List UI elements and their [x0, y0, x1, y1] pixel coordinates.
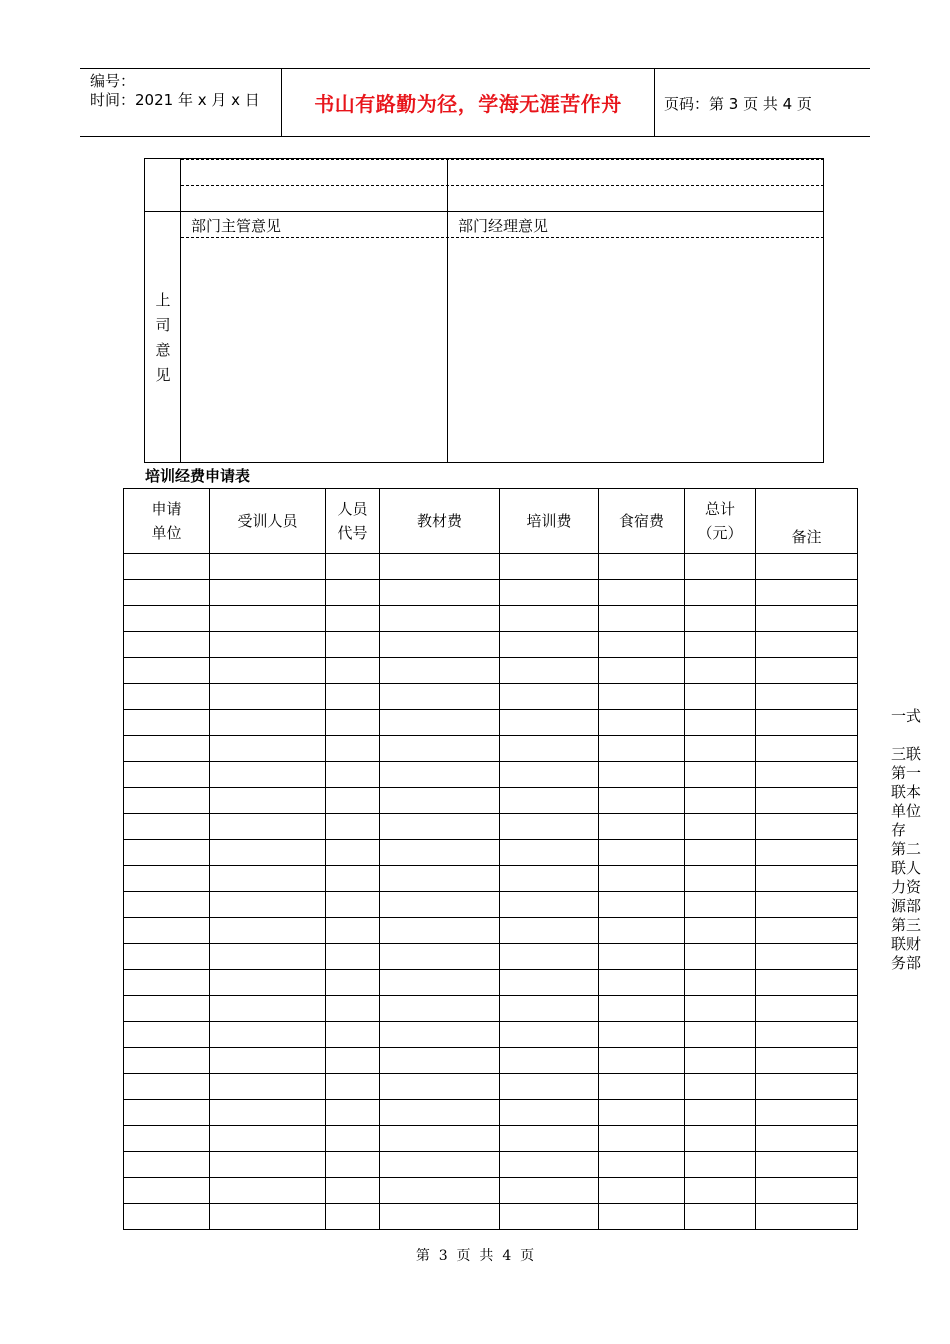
- table-cell[interactable]: [599, 944, 685, 970]
- col-header-trainee: 受训人员: [210, 489, 326, 554]
- side-note-line: 第三: [891, 916, 922, 934]
- table-cell[interactable]: [326, 580, 380, 606]
- table-row: [124, 944, 858, 970]
- table-cell[interactable]: [756, 1100, 858, 1126]
- table-cell[interactable]: [326, 1178, 380, 1204]
- table-cell[interactable]: [500, 632, 599, 658]
- table-cell[interactable]: [380, 710, 500, 736]
- header-page-indicator: 页码：第 3 页 共 4 页: [664, 95, 812, 113]
- supervisor-opinion-label: 部门主管意见: [191, 217, 282, 235]
- table-cell[interactable]: [210, 1048, 326, 1074]
- table-cell[interactable]: [380, 1204, 500, 1230]
- table-cell[interactable]: [326, 762, 380, 788]
- table-row: [124, 606, 858, 632]
- col-header-remarks: 备注: [756, 489, 858, 554]
- table-row: [124, 996, 858, 1022]
- table-row: [124, 1126, 858, 1152]
- table-cell[interactable]: [210, 866, 326, 892]
- table-cell[interactable]: [210, 580, 326, 606]
- table-cell[interactable]: [124, 580, 210, 606]
- table-cell[interactable]: [124, 970, 210, 996]
- table-cell[interactable]: [380, 970, 500, 996]
- table-cell[interactable]: [124, 944, 210, 970]
- table-cell[interactable]: [210, 970, 326, 996]
- table-cell[interactable]: [124, 1178, 210, 1204]
- box-top-dashed-rule: [181, 159, 824, 160]
- table-cell[interactable]: [124, 554, 210, 580]
- table-row: [124, 1022, 858, 1048]
- table-cell[interactable]: [326, 554, 380, 580]
- table-cell[interactable]: [500, 814, 599, 840]
- table-cell[interactable]: [124, 1204, 210, 1230]
- table-cell[interactable]: [685, 1152, 756, 1178]
- table-cell[interactable]: [124, 762, 210, 788]
- box-middle-divider: [447, 159, 448, 462]
- superior-opinion-vertical-label: [145, 288, 181, 388]
- table-cell[interactable]: [599, 840, 685, 866]
- table-cell[interactable]: [500, 1100, 599, 1126]
- table-cell[interactable]: [756, 710, 858, 736]
- table-cell[interactable]: [685, 1048, 756, 1074]
- table-cell[interactable]: [756, 554, 858, 580]
- table-row: [124, 1074, 858, 1100]
- table-row: [124, 1178, 858, 1204]
- table-cell[interactable]: [326, 866, 380, 892]
- fee-table-title: 培训经费申请表: [145, 467, 251, 485]
- table-row: [124, 866, 858, 892]
- table-cell[interactable]: [326, 840, 380, 866]
- table-cell[interactable]: [756, 580, 858, 606]
- table-cell[interactable]: [380, 1048, 500, 1074]
- table-cell[interactable]: [599, 1074, 685, 1100]
- table-cell[interactable]: [326, 1048, 380, 1074]
- table-cell[interactable]: [210, 1022, 326, 1048]
- table-cell[interactable]: [380, 866, 500, 892]
- table-cell[interactable]: [685, 788, 756, 814]
- table-cell[interactable]: [124, 1100, 210, 1126]
- table-row: [124, 840, 858, 866]
- table-cell[interactable]: [685, 918, 756, 944]
- table-cell[interactable]: [599, 1204, 685, 1230]
- table-cell[interactable]: [599, 606, 685, 632]
- table-row: [124, 1204, 858, 1230]
- table-cell[interactable]: [685, 1022, 756, 1048]
- table-cell[interactable]: [326, 710, 380, 736]
- table-cell[interactable]: [500, 1152, 599, 1178]
- table-cell[interactable]: [756, 1178, 858, 1204]
- table-cell[interactable]: [685, 814, 756, 840]
- table-cell[interactable]: [326, 1152, 380, 1178]
- table-cell[interactable]: [380, 606, 500, 632]
- table-cell[interactable]: [500, 866, 599, 892]
- table-cell[interactable]: [210, 1074, 326, 1100]
- table-cell[interactable]: [380, 736, 500, 762]
- vertical-char: 司: [155, 316, 171, 334]
- manager-opinion-label: 部门经理意见: [458, 217, 549, 235]
- table-cell[interactable]: [685, 1178, 756, 1204]
- table-cell[interactable]: [210, 684, 326, 710]
- table-cell[interactable]: [756, 814, 858, 840]
- table-cell[interactable]: [326, 632, 380, 658]
- table-cell[interactable]: [380, 684, 500, 710]
- table-cell[interactable]: [756, 996, 858, 1022]
- table-cell[interactable]: [756, 1074, 858, 1100]
- table-cell[interactable]: [756, 788, 858, 814]
- side-note-line: 第二: [891, 840, 922, 858]
- table-cell[interactable]: [500, 1074, 599, 1100]
- table-cell[interactable]: [380, 554, 500, 580]
- table-cell[interactable]: [124, 1074, 210, 1100]
- table-cell[interactable]: [685, 944, 756, 970]
- table-cell[interactable]: [380, 840, 500, 866]
- table-cell[interactable]: [599, 736, 685, 762]
- table-cell[interactable]: [756, 1048, 858, 1074]
- table-cell[interactable]: [685, 736, 756, 762]
- table-cell[interactable]: [210, 1152, 326, 1178]
- table-cell[interactable]: [756, 970, 858, 996]
- table-cell[interactable]: [326, 606, 380, 632]
- table-cell[interactable]: [500, 684, 599, 710]
- table-cell[interactable]: [500, 606, 599, 632]
- table-cell[interactable]: [500, 996, 599, 1022]
- table-cell[interactable]: [326, 736, 380, 762]
- table-cell[interactable]: [599, 970, 685, 996]
- table-cell[interactable]: [756, 762, 858, 788]
- side-note-line: 联本: [891, 783, 922, 801]
- table-cell[interactable]: [124, 658, 210, 684]
- table-cell[interactable]: [124, 892, 210, 918]
- table-row: [124, 788, 858, 814]
- box-row-dashed-rule: [181, 185, 824, 186]
- table-cell[interactable]: [326, 684, 380, 710]
- table-cell[interactable]: [500, 1126, 599, 1152]
- table-cell[interactable]: [756, 840, 858, 866]
- table-row: [124, 684, 858, 710]
- table-cell[interactable]: [599, 658, 685, 684]
- table-row: [124, 1100, 858, 1126]
- table-cell[interactable]: [124, 996, 210, 1022]
- table-cell[interactable]: [685, 606, 756, 632]
- table-cell[interactable]: [685, 554, 756, 580]
- table-cell[interactable]: [599, 814, 685, 840]
- table-cell[interactable]: [380, 580, 500, 606]
- table-cell[interactable]: [326, 1022, 380, 1048]
- table-cell[interactable]: [326, 1100, 380, 1126]
- table-cell[interactable]: [124, 1048, 210, 1074]
- table-row: [124, 658, 858, 684]
- table-cell[interactable]: [756, 658, 858, 684]
- table-cell[interactable]: [500, 658, 599, 684]
- side-note-line: 力资: [891, 878, 922, 896]
- table-cell[interactable]: [500, 788, 599, 814]
- table-cell[interactable]: [326, 944, 380, 970]
- table-cell[interactable]: [599, 580, 685, 606]
- fee-table-header-row: [124, 489, 858, 554]
- table-cell[interactable]: [685, 658, 756, 684]
- box-section-rule: [145, 211, 824, 212]
- box-label-dashed-rule: [181, 237, 824, 238]
- table-cell[interactable]: [599, 1152, 685, 1178]
- table-cell[interactable]: [685, 684, 756, 710]
- table-cell[interactable]: [124, 684, 210, 710]
- table-cell[interactable]: [500, 970, 599, 996]
- table-cell[interactable]: [599, 1022, 685, 1048]
- table-cell[interactable]: [124, 814, 210, 840]
- table-row: [124, 710, 858, 736]
- col-header-staff-code: 人员 代号: [326, 489, 380, 554]
- table-cell[interactable]: [326, 658, 380, 684]
- col-header-total: 总计 （元）: [685, 489, 756, 554]
- table-cell[interactable]: [380, 1178, 500, 1204]
- table-row: [124, 580, 858, 606]
- table-row: [124, 892, 858, 918]
- table-cell[interactable]: [124, 1022, 210, 1048]
- table-cell[interactable]: [380, 814, 500, 840]
- table-cell[interactable]: [380, 1022, 500, 1048]
- table-cell[interactable]: [210, 788, 326, 814]
- table-cell[interactable]: [380, 996, 500, 1022]
- table-cell[interactable]: [124, 788, 210, 814]
- table-cell[interactable]: [756, 1152, 858, 1178]
- side-note-line: 三联: [891, 745, 922, 763]
- table-cell[interactable]: [685, 996, 756, 1022]
- col-header-board-lodging-fee: 食宿费: [599, 489, 685, 554]
- table-row: [124, 736, 858, 762]
- table-cell[interactable]: [380, 1074, 500, 1100]
- table-cell[interactable]: [380, 658, 500, 684]
- table-cell[interactable]: [685, 762, 756, 788]
- table-cell[interactable]: [756, 1204, 858, 1230]
- table-cell[interactable]: [210, 918, 326, 944]
- table-cell[interactable]: [380, 918, 500, 944]
- table-cell[interactable]: [380, 788, 500, 814]
- training-fee-table: [123, 488, 858, 1230]
- col-header-training-fee: 培训费: [500, 489, 599, 554]
- table-cell[interactable]: [326, 892, 380, 918]
- table-cell[interactable]: [685, 970, 756, 996]
- header-number-label: 编号：: [90, 72, 136, 90]
- table-cell[interactable]: [500, 736, 599, 762]
- table-cell[interactable]: [326, 970, 380, 996]
- side-note-line: 联人: [891, 859, 922, 877]
- table-cell[interactable]: [210, 1126, 326, 1152]
- table-cell[interactable]: [685, 892, 756, 918]
- table-cell[interactable]: [380, 1126, 500, 1152]
- table-row: [124, 970, 858, 996]
- table-cell[interactable]: [210, 606, 326, 632]
- table-cell[interactable]: [124, 710, 210, 736]
- table-cell[interactable]: [599, 788, 685, 814]
- table-cell[interactable]: [599, 632, 685, 658]
- table-cell[interactable]: [756, 632, 858, 658]
- table-cell[interactable]: [210, 892, 326, 918]
- table-cell[interactable]: [756, 606, 858, 632]
- side-note-line: 务部: [891, 954, 922, 972]
- header-bottom-rule: [80, 136, 870, 137]
- table-cell[interactable]: [380, 892, 500, 918]
- table-row: [124, 632, 858, 658]
- fee-table-body: [124, 554, 858, 1230]
- table-cell[interactable]: [500, 1022, 599, 1048]
- table-cell[interactable]: [326, 788, 380, 814]
- table-cell[interactable]: [380, 1152, 500, 1178]
- table-cell[interactable]: [756, 944, 858, 970]
- table-cell[interactable]: [326, 1074, 380, 1100]
- table-cell[interactable]: [756, 892, 858, 918]
- table-cell[interactable]: [380, 632, 500, 658]
- table-cell[interactable]: [500, 918, 599, 944]
- table-cell[interactable]: [685, 866, 756, 892]
- table-cell[interactable]: [599, 554, 685, 580]
- table-cell[interactable]: [124, 918, 210, 944]
- table-cell[interactable]: [599, 684, 685, 710]
- table-cell[interactable]: [210, 814, 326, 840]
- table-row: [124, 1152, 858, 1178]
- table-cell[interactable]: [210, 1100, 326, 1126]
- side-note-line: 联财: [891, 935, 922, 953]
- table-cell[interactable]: [599, 710, 685, 736]
- table-row: [124, 918, 858, 944]
- table-cell[interactable]: [210, 632, 326, 658]
- table-cell[interactable]: [124, 1126, 210, 1152]
- table-cell[interactable]: [500, 710, 599, 736]
- table-cell[interactable]: [210, 1204, 326, 1230]
- table-cell[interactable]: [599, 1126, 685, 1152]
- side-note-line: [891, 726, 931, 745]
- table-cell[interactable]: [326, 1204, 380, 1230]
- table-cell[interactable]: [380, 762, 500, 788]
- table-cell[interactable]: [500, 1048, 599, 1074]
- table-cell[interactable]: [380, 944, 500, 970]
- col-header-applying-unit: 申请 单位: [124, 489, 210, 554]
- supervisor-opinion-box: [144, 158, 824, 463]
- table-cell[interactable]: [124, 736, 210, 762]
- side-note-line: 存: [891, 821, 907, 839]
- table-row: [124, 814, 858, 840]
- table-cell[interactable]: [326, 1126, 380, 1152]
- table-cell[interactable]: [500, 762, 599, 788]
- table-cell[interactable]: [210, 658, 326, 684]
- table-cell[interactable]: [599, 866, 685, 892]
- table-cell[interactable]: [210, 710, 326, 736]
- table-cell[interactable]: [599, 1048, 685, 1074]
- col-header-material-fee: 教材费: [380, 489, 500, 554]
- table-cell[interactable]: [326, 918, 380, 944]
- vertical-char: 上: [155, 291, 171, 309]
- side-note-line: 第一: [891, 764, 922, 782]
- table-cell[interactable]: [599, 996, 685, 1022]
- side-note-line: 单位: [891, 802, 922, 820]
- vertical-char: 见: [155, 366, 171, 384]
- table-cell[interactable]: [685, 840, 756, 866]
- table-cell[interactable]: [685, 710, 756, 736]
- table-cell[interactable]: [685, 1126, 756, 1152]
- table-cell[interactable]: [210, 840, 326, 866]
- table-row: [124, 554, 858, 580]
- table-cell[interactable]: [756, 866, 858, 892]
- table-cell[interactable]: [685, 1074, 756, 1100]
- table-cell[interactable]: [380, 1100, 500, 1126]
- table-cell[interactable]: [685, 1100, 756, 1126]
- header-motto: 书山有路勤为径，学海无涯苦作舟: [314, 91, 622, 116]
- table-cell[interactable]: [599, 1100, 685, 1126]
- side-note-line: 源部: [891, 897, 922, 915]
- table-cell[interactable]: [500, 580, 599, 606]
- side-note-line: 一式: [891, 707, 922, 725]
- page-footer: 第 3 页 共 4 页: [415, 1248, 535, 1264]
- table-row: [124, 762, 858, 788]
- table-cell[interactable]: [124, 840, 210, 866]
- table-cell[interactable]: [326, 814, 380, 840]
- table-cell[interactable]: [210, 762, 326, 788]
- table-cell[interactable]: [500, 892, 599, 918]
- table-cell[interactable]: [500, 1204, 599, 1230]
- table-row: [124, 1048, 858, 1074]
- table-cell[interactable]: [599, 892, 685, 918]
- table-cell[interactable]: [500, 1178, 599, 1204]
- table-cell[interactable]: [124, 866, 210, 892]
- table-cell[interactable]: [599, 1178, 685, 1204]
- table-cell[interactable]: [210, 996, 326, 1022]
- table-cell[interactable]: [685, 1204, 756, 1230]
- header-divider-right: [654, 68, 655, 136]
- table-cell[interactable]: [685, 632, 756, 658]
- table-cell[interactable]: [210, 736, 326, 762]
- table-cell[interactable]: [210, 554, 326, 580]
- table-cell[interactable]: [326, 996, 380, 1022]
- table-cell[interactable]: [124, 632, 210, 658]
- table-cell[interactable]: [210, 1178, 326, 1204]
- table-cell[interactable]: [210, 944, 326, 970]
- table-cell[interactable]: [500, 554, 599, 580]
- table-cell[interactable]: [124, 1152, 210, 1178]
- table-cell[interactable]: [599, 762, 685, 788]
- table-cell[interactable]: [500, 944, 599, 970]
- table-cell[interactable]: [756, 1022, 858, 1048]
- table-cell[interactable]: [756, 736, 858, 762]
- table-cell[interactable]: [756, 1126, 858, 1152]
- table-cell[interactable]: [500, 840, 599, 866]
- copies-side-note: [891, 707, 931, 973]
- table-cell[interactable]: [599, 918, 685, 944]
- table-cell[interactable]: [756, 918, 858, 944]
- vertical-char: 意: [155, 341, 171, 359]
- table-cell[interactable]: [124, 606, 210, 632]
- table-cell[interactable]: [685, 580, 756, 606]
- table-cell[interactable]: [756, 684, 858, 710]
- header-time: 时间：2021 年 x 月 x 日: [90, 91, 260, 109]
